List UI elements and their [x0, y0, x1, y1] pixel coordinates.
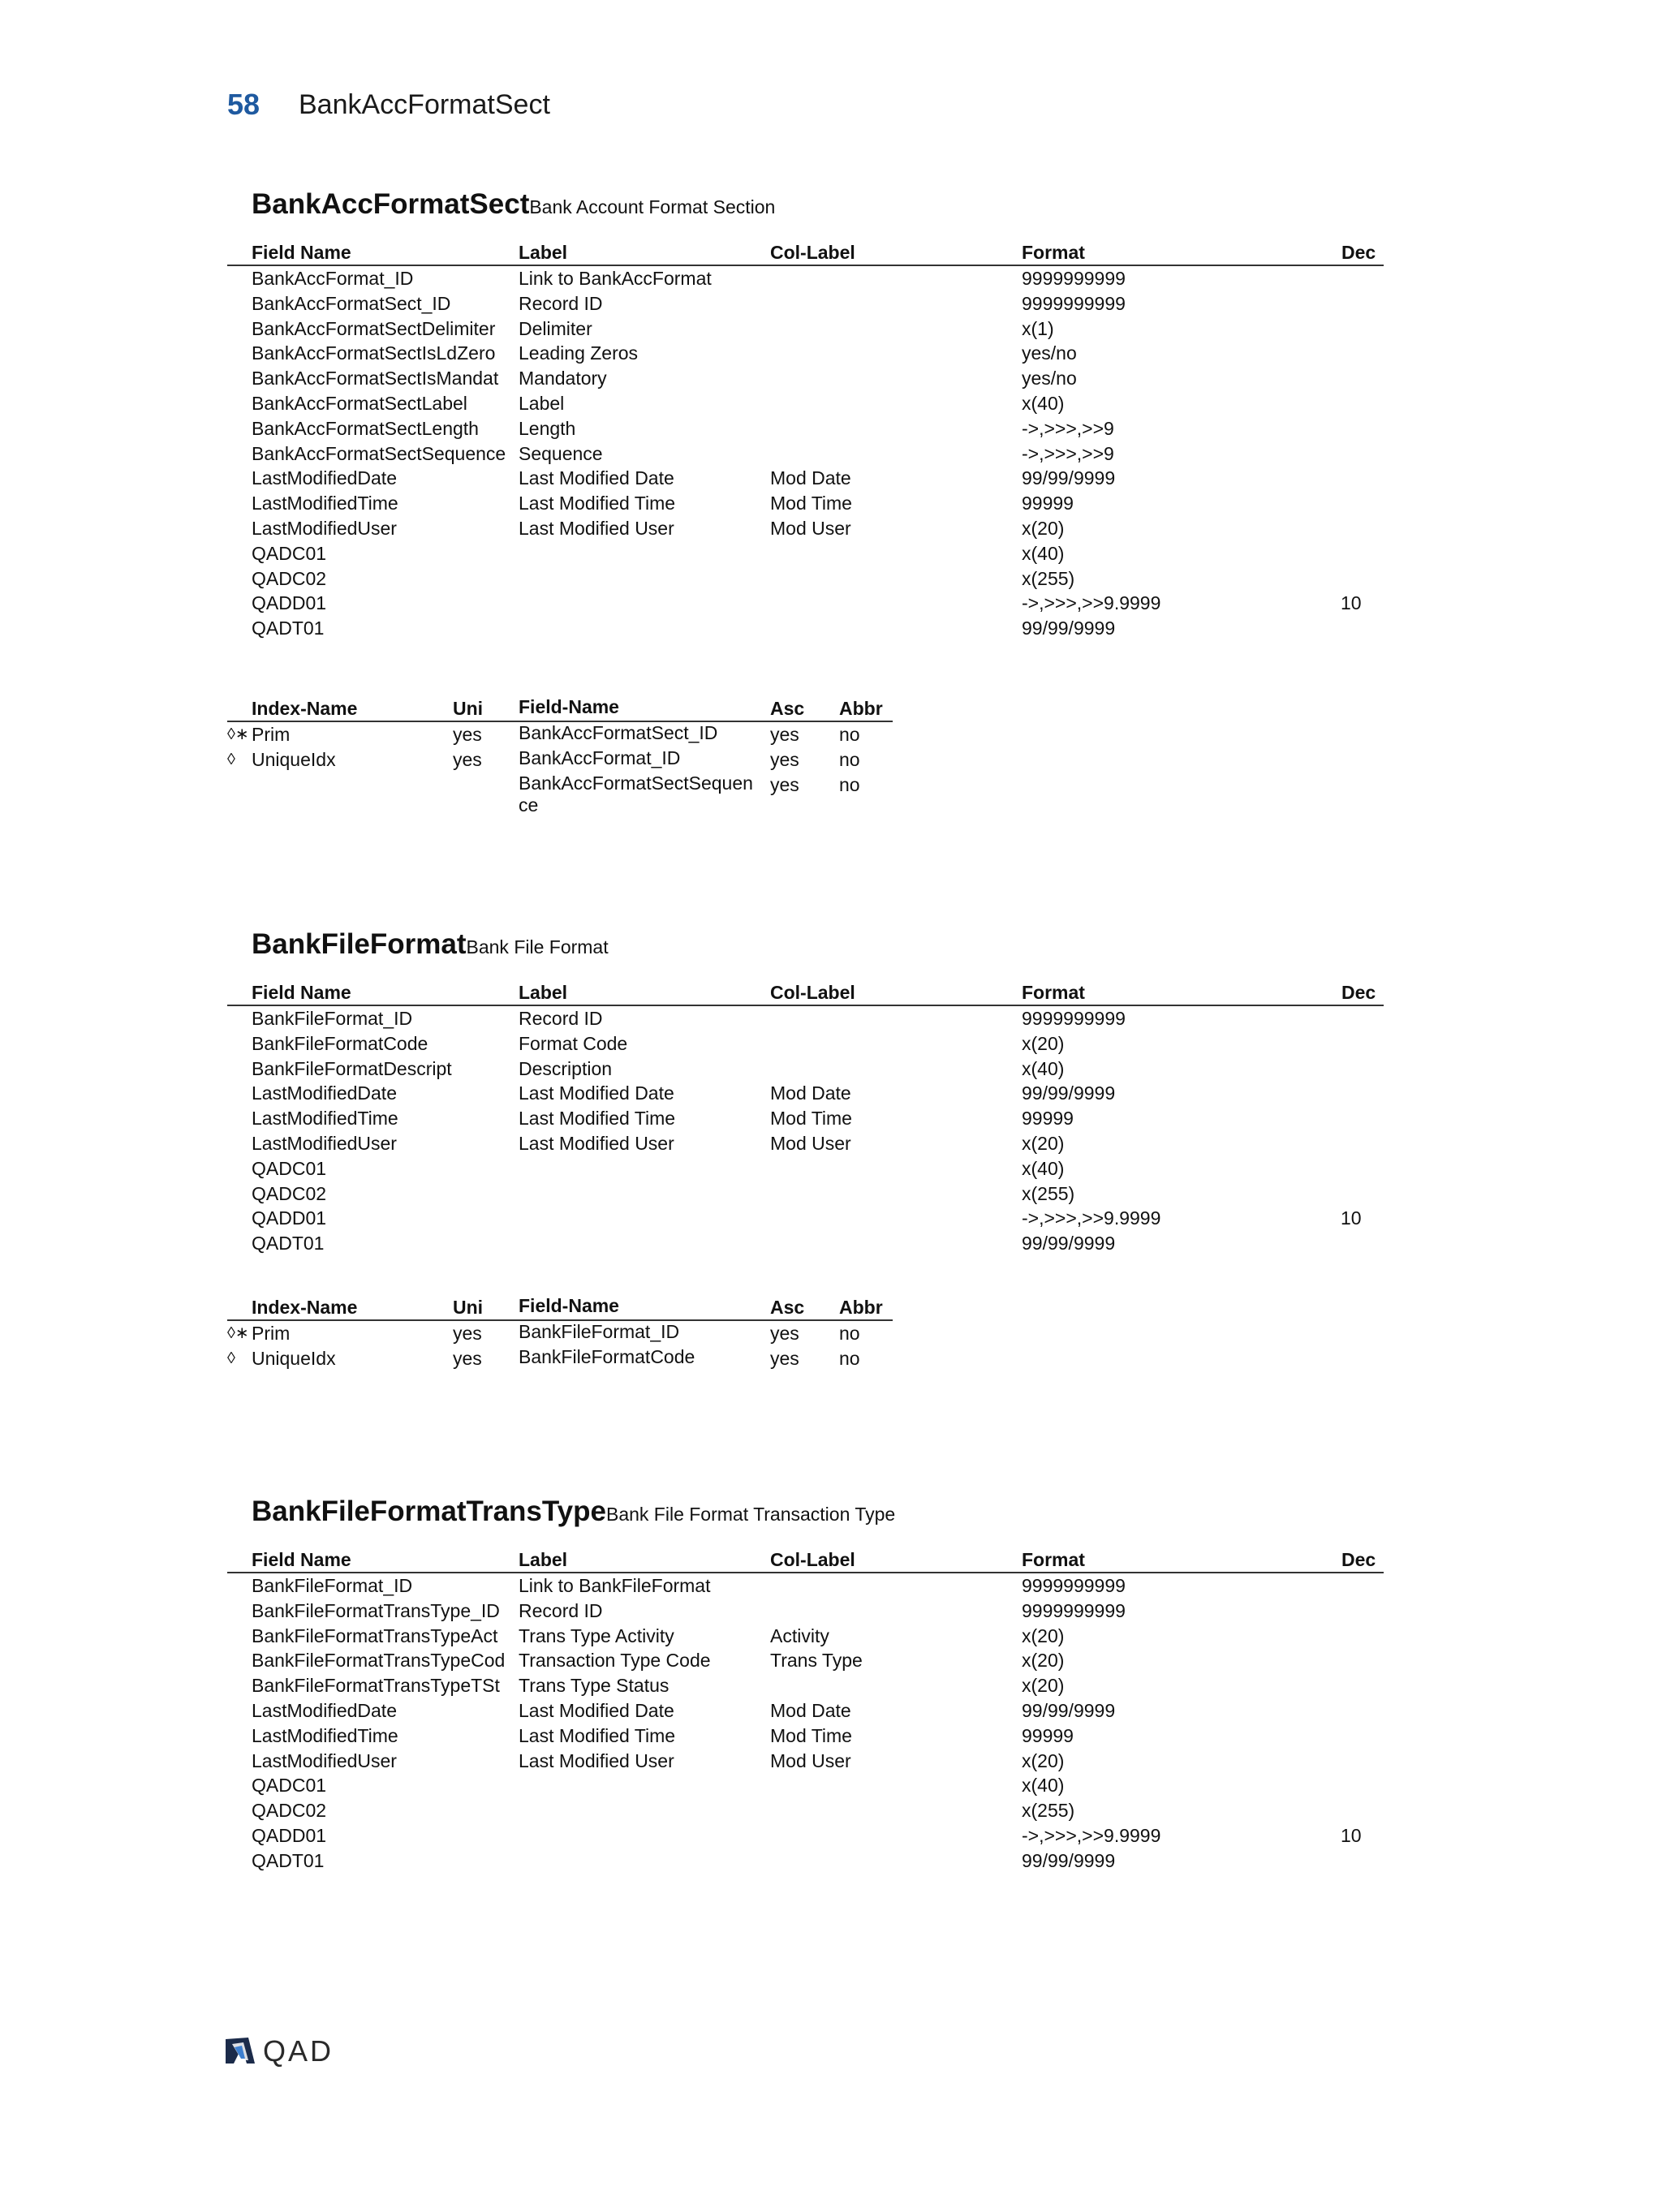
format-cell: x(20) [1022, 1650, 1065, 1672]
label-cell: Format Code [519, 1032, 628, 1054]
field-name-cell: BankFileFormatTransTypeCod [252, 1650, 506, 1672]
format-cell: ->,>>>,>>9.9999 [1022, 1824, 1161, 1846]
index-marker: ◊ [227, 750, 235, 768]
field-row [227, 1823, 1384, 1848]
field-row [227, 1231, 1384, 1256]
col-header-dec: Dec [1341, 982, 1376, 1003]
field-row [227, 366, 1384, 391]
col-label-cell: Activity [770, 1625, 829, 1646]
col-header-field-name: Field Name [252, 242, 351, 263]
field-name-cell: LastModifiedDate [252, 1082, 397, 1104]
abbr-cell: no [839, 1347, 860, 1369]
field-name-cell: QADC02 [252, 1182, 327, 1204]
field-name-cell: BankAccFormatSectIsMandat [252, 368, 499, 389]
index-row [227, 772, 893, 820]
field-name-cell: BankFileFormatTransTypeTSt [252, 1675, 500, 1697]
col-header-label: Label [519, 982, 568, 1003]
col-label-cell: Mod Time [770, 493, 852, 514]
page-title: BankAccFormatSect [299, 89, 550, 120]
field-name-cell: QADC02 [252, 567, 327, 589]
field-name-cell: BankFileFormatCode [252, 1032, 428, 1054]
unique-cell: yes [453, 724, 482, 745]
field-row [227, 1006, 1384, 1031]
table-name: BankFileFormat [252, 928, 467, 960]
format-cell: x(20) [1022, 1132, 1065, 1154]
index-marker: ◊∗ [227, 1324, 249, 1342]
format-cell: x(255) [1022, 567, 1075, 589]
col-header-format: Format [1022, 1549, 1085, 1570]
field-row [227, 1181, 1384, 1207]
index-name-cell: Prim [252, 724, 291, 745]
field-row [227, 1031, 1384, 1057]
index-name-cell: UniqueIdx [252, 748, 336, 770]
col-header-index-name: Index-Name [252, 1297, 358, 1318]
index-name-cell: UniqueIdx [252, 1347, 336, 1369]
field-name-cell: BankFileFormatTransTypeAct [252, 1625, 498, 1646]
label-cell: Last Modified Date [519, 1699, 674, 1721]
format-cell: 99/99/9999 [1022, 618, 1116, 639]
index-field-cell: BankFileFormatCode [519, 1345, 695, 1367]
index-row [227, 1346, 893, 1371]
asc-cell: yes [770, 1323, 799, 1344]
field-row [227, 1749, 1384, 1774]
asc-cell: yes [770, 773, 799, 795]
format-cell: 9999999999 [1022, 1599, 1126, 1621]
label-cell: Delimiter [519, 317, 592, 339]
format-cell: x(40) [1022, 1157, 1065, 1179]
index-field-cell: BankAccFormatSect_ID [519, 722, 718, 743]
field-row [227, 416, 1384, 441]
col-header-format: Format [1022, 982, 1085, 1003]
label-cell: Last Modified Time [519, 493, 676, 514]
field-row [227, 1624, 1384, 1649]
field-row [227, 1573, 1384, 1599]
field-row [227, 1648, 1384, 1673]
field-row [227, 516, 1384, 541]
label-cell: Last Modified User [519, 517, 674, 539]
field-table [227, 240, 1384, 641]
field-name-cell: BankAccFormatSectIsLdZero [252, 342, 496, 364]
field-table-header [227, 980, 1384, 1006]
col-header-abbr: Abbr [839, 1297, 883, 1318]
field-name-cell: BankFileFormat_ID [252, 1008, 413, 1029]
table-name: BankAccFormatSect [252, 188, 530, 220]
index-row [227, 747, 893, 772]
format-cell: x(20) [1022, 1675, 1065, 1697]
qad-logo-icon [224, 2036, 256, 2065]
field-name-cell: BankAccFormatSectLabel [252, 392, 467, 414]
field-row [227, 1599, 1384, 1624]
qad-logo-text: QAD [263, 2034, 334, 2068]
field-row [227, 1081, 1384, 1106]
field-table-header [227, 1547, 1384, 1573]
index-name-cell: Prim [252, 1323, 291, 1344]
format-cell: 9999999999 [1022, 1008, 1126, 1029]
field-name-cell: LastModifiedTime [252, 1724, 398, 1746]
col-header-index-name: Index-Name [252, 698, 358, 719]
field-row [227, 1848, 1384, 1874]
asc-cell: yes [770, 724, 799, 745]
index-field-cell: BankAccFormat_ID [519, 747, 681, 768]
col-header-field-name: Field-Name [519, 1295, 619, 1316]
format-cell: x(20) [1022, 1032, 1065, 1054]
format-cell: x(40) [1022, 1057, 1065, 1079]
format-cell: 99999 [1022, 493, 1074, 514]
dec-cell: 10 [1341, 1207, 1362, 1229]
col-header-label: Label [519, 242, 568, 263]
field-row [227, 1773, 1384, 1798]
format-cell: 99/99/9999 [1022, 1849, 1116, 1871]
field-table-header [227, 240, 1384, 266]
section-title [252, 188, 775, 221]
format-cell: x(40) [1022, 542, 1065, 564]
unique-cell: yes [453, 1347, 482, 1369]
field-name-cell: QADD01 [252, 1824, 327, 1846]
label-cell: Leading Zeros [519, 342, 639, 364]
format-cell: 9999999999 [1022, 268, 1126, 289]
col-header-dec: Dec [1341, 1549, 1376, 1570]
field-row [227, 441, 1384, 467]
format-cell: 99/99/9999 [1022, 1699, 1116, 1721]
col-label-cell: Mod Date [770, 1082, 851, 1104]
format-cell: x(40) [1022, 1775, 1065, 1797]
col-label-cell: Trans Type [770, 1650, 863, 1672]
abbr-cell: no [839, 773, 860, 795]
field-name-cell: BankAccFormatSectSequence [252, 442, 506, 464]
field-name-cell: QADT01 [252, 1233, 325, 1254]
label-cell: Record ID [519, 1599, 603, 1621]
unique-cell: yes [453, 1323, 482, 1344]
col-header-col-label: Col-Label [770, 982, 855, 1003]
field-name-cell: QADD01 [252, 1207, 327, 1229]
table-description: Bank File Format Transaction Type [605, 1504, 896, 1525]
index-field-cell: BankAccFormatSectSequen ce [519, 772, 753, 816]
index-table-header [227, 1295, 893, 1321]
asc-cell: yes [770, 748, 799, 770]
section-title [252, 928, 609, 961]
format-cell: 99/99/9999 [1022, 1082, 1116, 1104]
field-row [227, 1206, 1384, 1231]
format-cell: x(255) [1022, 1182, 1075, 1204]
col-label-cell: Mod User [770, 517, 851, 539]
field-name-cell: LastModifiedUser [252, 517, 397, 539]
field-name-cell: BankFileFormat_ID [252, 1575, 413, 1596]
field-name-cell: BankFileFormatDescript [252, 1057, 452, 1079]
asc-cell: yes [770, 1347, 799, 1369]
field-row [227, 466, 1384, 491]
label-cell: Description [519, 1057, 613, 1079]
label-cell: Sequence [519, 442, 603, 464]
field-row [227, 566, 1384, 592]
field-row [227, 491, 1384, 516]
format-cell: yes/no [1022, 342, 1077, 364]
section-title [252, 1495, 895, 1528]
col-label-cell: Mod Time [770, 1108, 852, 1130]
format-cell: ->,>>>,>>9 [1022, 442, 1114, 464]
label-cell: Label [519, 392, 565, 414]
label-cell: Last Modified User [519, 1132, 674, 1154]
field-name-cell: BankAccFormat_ID [252, 268, 414, 289]
field-row [227, 1673, 1384, 1698]
col-header-asc: Asc [770, 1297, 805, 1318]
col-header-abbr: Abbr [839, 698, 883, 719]
field-name-cell: BankAccFormatSect_ID [252, 292, 451, 314]
col-label-cell: Mod Date [770, 467, 851, 489]
field-name-cell: LastModifiedTime [252, 493, 398, 514]
label-cell: Link to BankFileFormat [519, 1575, 711, 1596]
label-cell: Link to BankAccFormat [519, 268, 712, 289]
label-cell: Last Modified Time [519, 1108, 676, 1130]
col-header-col-label: Col-Label [770, 242, 855, 263]
field-name-cell: QADC01 [252, 542, 327, 564]
format-cell: 99/99/9999 [1022, 1233, 1116, 1254]
format-cell: x(20) [1022, 517, 1065, 539]
format-cell: x(1) [1022, 317, 1054, 339]
col-header-label: Label [519, 1549, 568, 1570]
index-table [227, 696, 893, 820]
label-cell: Last Modified Date [519, 467, 674, 489]
format-cell: 99/99/9999 [1022, 467, 1116, 489]
field-name-cell: LastModifiedTime [252, 1108, 398, 1130]
label-cell: Mandatory [519, 368, 607, 389]
field-name-cell: LastModifiedDate [252, 1699, 397, 1721]
format-cell: x(20) [1022, 1749, 1065, 1771]
label-cell: Transaction Type Code [519, 1650, 711, 1672]
label-cell: Trans Type Activity [519, 1625, 674, 1646]
table-name: BankFileFormatTransType [252, 1495, 606, 1527]
page-number: 58 [227, 88, 260, 121]
col-header-field-name: Field Name [252, 1549, 351, 1570]
index-marker: ◊ [227, 1349, 235, 1367]
field-row [227, 341, 1384, 366]
unique-cell: yes [453, 748, 482, 770]
index-table [227, 1295, 893, 1371]
field-row [227, 616, 1384, 641]
field-name-cell: QADC01 [252, 1157, 327, 1179]
field-row [227, 1156, 1384, 1181]
dec-cell: 10 [1341, 1824, 1362, 1846]
field-row [227, 1131, 1384, 1156]
index-field-cell: BankFileFormat_ID [519, 1321, 680, 1342]
field-row [227, 1724, 1384, 1749]
col-label-cell: Mod User [770, 1132, 851, 1154]
col-header-dec: Dec [1341, 242, 1376, 263]
field-name-cell: BankFileFormatTransType_ID [252, 1599, 500, 1621]
col-label-cell: Mod User [770, 1749, 851, 1771]
label-cell: Length [519, 417, 576, 439]
field-name-cell: LastModifiedUser [252, 1749, 397, 1771]
field-name-cell: QADT01 [252, 1849, 325, 1871]
format-cell: ->,>>>,>>9 [1022, 417, 1114, 439]
col-label-cell: Mod Time [770, 1724, 852, 1746]
format-cell: x(40) [1022, 392, 1065, 414]
col-header-asc: Asc [770, 698, 805, 719]
col-header-field-name: Field-Name [519, 696, 619, 717]
field-table [227, 1547, 1384, 1874]
field-row [227, 266, 1384, 291]
label-cell: Last Modified Time [519, 1724, 676, 1746]
field-name-cell: QADC01 [252, 1775, 327, 1797]
col-header-col-label: Col-Label [770, 1549, 855, 1570]
field-row [227, 391, 1384, 416]
index-row [227, 1321, 893, 1346]
label-cell: Trans Type Status [519, 1675, 670, 1697]
format-cell: 9999999999 [1022, 292, 1126, 314]
field-row [227, 1106, 1384, 1131]
format-cell: ->,>>>,>>9.9999 [1022, 592, 1161, 614]
abbr-cell: no [839, 748, 860, 770]
col-header-uni: Uni [453, 1297, 484, 1318]
label-cell: Last Modified User [519, 1749, 674, 1771]
index-row [227, 722, 893, 747]
field-name-cell: LastModifiedUser [252, 1132, 397, 1154]
format-cell: x(255) [1022, 1800, 1075, 1822]
index-table-header [227, 696, 893, 722]
table-description: Bank File Format [466, 936, 609, 958]
col-header-uni: Uni [453, 698, 484, 719]
field-row [227, 1057, 1384, 1082]
col-header-format: Format [1022, 242, 1085, 263]
abbr-cell: no [839, 1323, 860, 1344]
field-name-cell: QADD01 [252, 592, 327, 614]
label-cell: Record ID [519, 292, 603, 314]
index-marker: ◊∗ [227, 725, 249, 743]
field-row [227, 316, 1384, 342]
format-cell: 9999999999 [1022, 1575, 1126, 1596]
format-cell: 99999 [1022, 1108, 1074, 1130]
col-header-field-name: Field Name [252, 982, 351, 1003]
label-cell: Record ID [519, 1008, 603, 1029]
field-name-cell: QADC02 [252, 1800, 327, 1822]
abbr-cell: no [839, 724, 860, 745]
field-name-cell: BankAccFormatSectLength [252, 417, 479, 439]
field-row [227, 1698, 1384, 1724]
dec-cell: 10 [1341, 592, 1362, 614]
field-row [227, 291, 1384, 316]
format-cell: yes/no [1022, 368, 1077, 389]
table-description: Bank Account Format Section [529, 196, 776, 217]
field-row [227, 541, 1384, 566]
field-name-cell: QADT01 [252, 618, 325, 639]
field-row [227, 591, 1384, 616]
format-cell: x(20) [1022, 1625, 1065, 1646]
field-name-cell: LastModifiedDate [252, 467, 397, 489]
field-table [227, 980, 1384, 1256]
format-cell: ->,>>>,>>9.9999 [1022, 1207, 1161, 1229]
field-row [227, 1798, 1384, 1823]
field-name-cell: BankAccFormatSectDelimiter [252, 317, 496, 339]
format-cell: 99999 [1022, 1724, 1074, 1746]
label-cell: Last Modified Date [519, 1082, 674, 1104]
col-label-cell: Mod Date [770, 1699, 851, 1721]
